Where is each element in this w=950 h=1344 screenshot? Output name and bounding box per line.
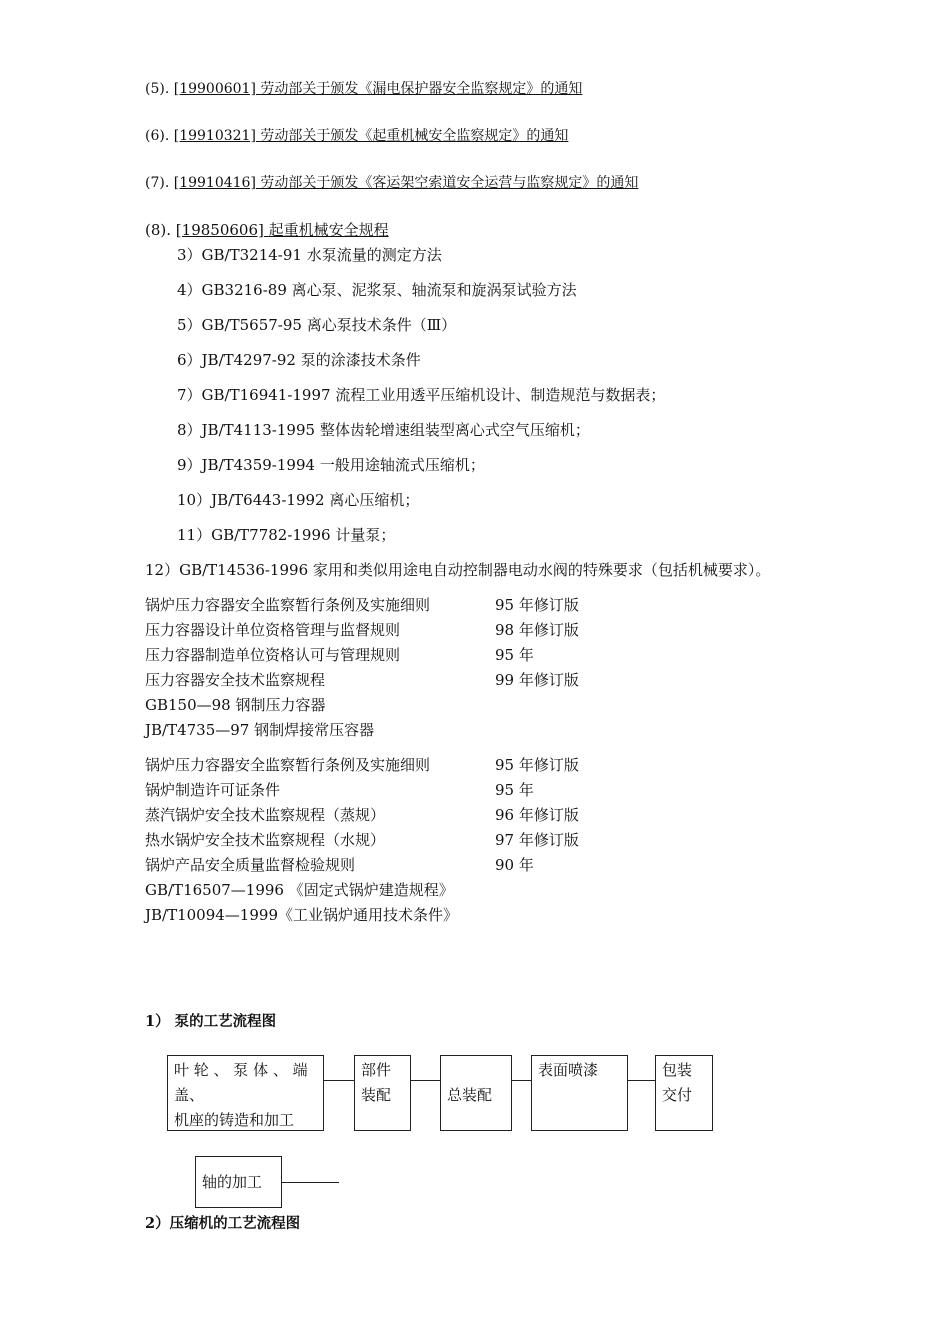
standard-item: 8）JB/T4113-1995 整体齿轮增速组装型离心式空气压缩机； [177, 421, 590, 439]
flow-box-packaging: 包装 交付 [655, 1055, 713, 1131]
group2-version: 97 年修订版 [495, 831, 579, 849]
standard-item: 10）JB/T6443-1992 离心压缩机； [177, 491, 420, 509]
group1-version: 99 年修订版 [495, 671, 579, 689]
group2-version: 90 年 [495, 856, 534, 874]
group2-version: 95 年 [495, 781, 534, 799]
regulation-item-7 [145, 172, 638, 192]
flow-connector [324, 1080, 354, 1081]
group1-name: JB/T4735—97 钢制焊接常压容器 [145, 721, 375, 739]
group2-name: 锅炉压力容器安全监察暂行条例及实施细则 [145, 756, 431, 774]
regulation-link[interactable]: [19910321] 劳动部关于颁发《起重机械安全监察规定》的通知 [173, 128, 569, 144]
regulation-item-5 [145, 78, 582, 98]
standard-item: 6）JB/T4297-92 泵的涂漆技术条件 [177, 351, 421, 369]
standard-item: 4）GB3216-89 离心泵、泥浆泵、轴流泵和旋涡泵试验方法 [177, 281, 577, 299]
flow-box-parts-assembly: 部件 装配 [354, 1055, 411, 1131]
standard-item: 7）GB/T16941-1997 流程工业用透平压缩机设计、制造规范与数据表； [177, 386, 666, 404]
group2-name: 锅炉产品安全质量监督检验规则 [145, 856, 356, 874]
flow-connector [628, 1080, 655, 1081]
group2-version: 95 年修订版 [495, 756, 579, 774]
group1-version: 95 年修订版 [495, 596, 579, 614]
regulation-item-8 [145, 219, 389, 240]
flow-connector [411, 1080, 440, 1081]
group1-name: 压力容器安全技术监察规程 [145, 671, 326, 689]
regulation-link[interactable]: [19910416] 劳动部关于颁发《客运架空索道安全运营与监察规定》的通知 [173, 175, 639, 191]
group2-name: JB/T10094—1999《工业锅炉通用技术条件》 [145, 906, 458, 924]
group2-version: 96 年修订版 [495, 806, 579, 824]
group2-name: 锅炉制造许可证条件 [145, 781, 281, 799]
group1-version: 98 年修订版 [495, 621, 579, 639]
flow-box-final-assembly: 总装配 [440, 1055, 512, 1131]
group2-name: 热水锅炉安全技术监察规程（水规） [145, 831, 386, 849]
regulation-number: (8). [145, 221, 172, 239]
regulation-number: (5). [145, 81, 170, 97]
flow-box-shaft-machining: 轴的加工 [195, 1156, 282, 1208]
standard-item: 12）GB/T14536-1996 家用和类似用途电自动控制器电动水阀的特殊要求（包括机械要求）。 [145, 561, 771, 579]
regulation-item-6 [145, 125, 568, 145]
standard-item: 11）GB/T7782-1996 计量泵； [177, 526, 396, 544]
standard-item: 9）JB/T4359-1994 一般用途轴流式压缩机； [177, 456, 485, 474]
group1-name: GB150—98 钢制压力容器 [145, 696, 326, 714]
group2-name: 蒸汽锅炉安全技术监察规程（蒸规） [145, 806, 386, 824]
group2-name: GB/T16507—1996 《固定式锅炉建造规程》 [145, 881, 454, 899]
regulation-link[interactable]: [19850606] 起重机械安全规程 [175, 221, 389, 239]
compressor-flow-heading: 2）压缩机的工艺流程图 [145, 1215, 301, 1232]
group1-name: 锅炉压力容器安全监察暂行条例及实施细则 [145, 596, 431, 614]
flow-connector [282, 1182, 339, 1183]
flow-box-casting: 叶 轮 、 泵 体 、 端 盖、 机座的铸造和加工 [167, 1055, 324, 1131]
group1-version: 95 年 [495, 646, 534, 664]
standard-item: 3）GB/T3214-91 水泵流量的测定方法 [177, 246, 442, 264]
pump-flow-heading: 1） 泵的工艺流程图 [145, 1013, 277, 1030]
flow-box-painting: 表面喷漆 [531, 1055, 628, 1131]
group1-name: 压力容器设计单位资格管理与监督规则 [145, 621, 401, 639]
regulation-number: (7). [145, 175, 170, 191]
flow-connector [512, 1080, 531, 1081]
regulation-link[interactable]: [19900601] 劳动部关于颁发《漏电保护器安全监察规定》的通知 [173, 81, 583, 97]
regulation-number: (6). [145, 128, 170, 144]
standard-item: 5）GB/T5657-95 离心泵技术条件（Ⅲ） [177, 316, 457, 334]
group1-name: 压力容器制造单位资格认可与管理规则 [145, 646, 401, 664]
